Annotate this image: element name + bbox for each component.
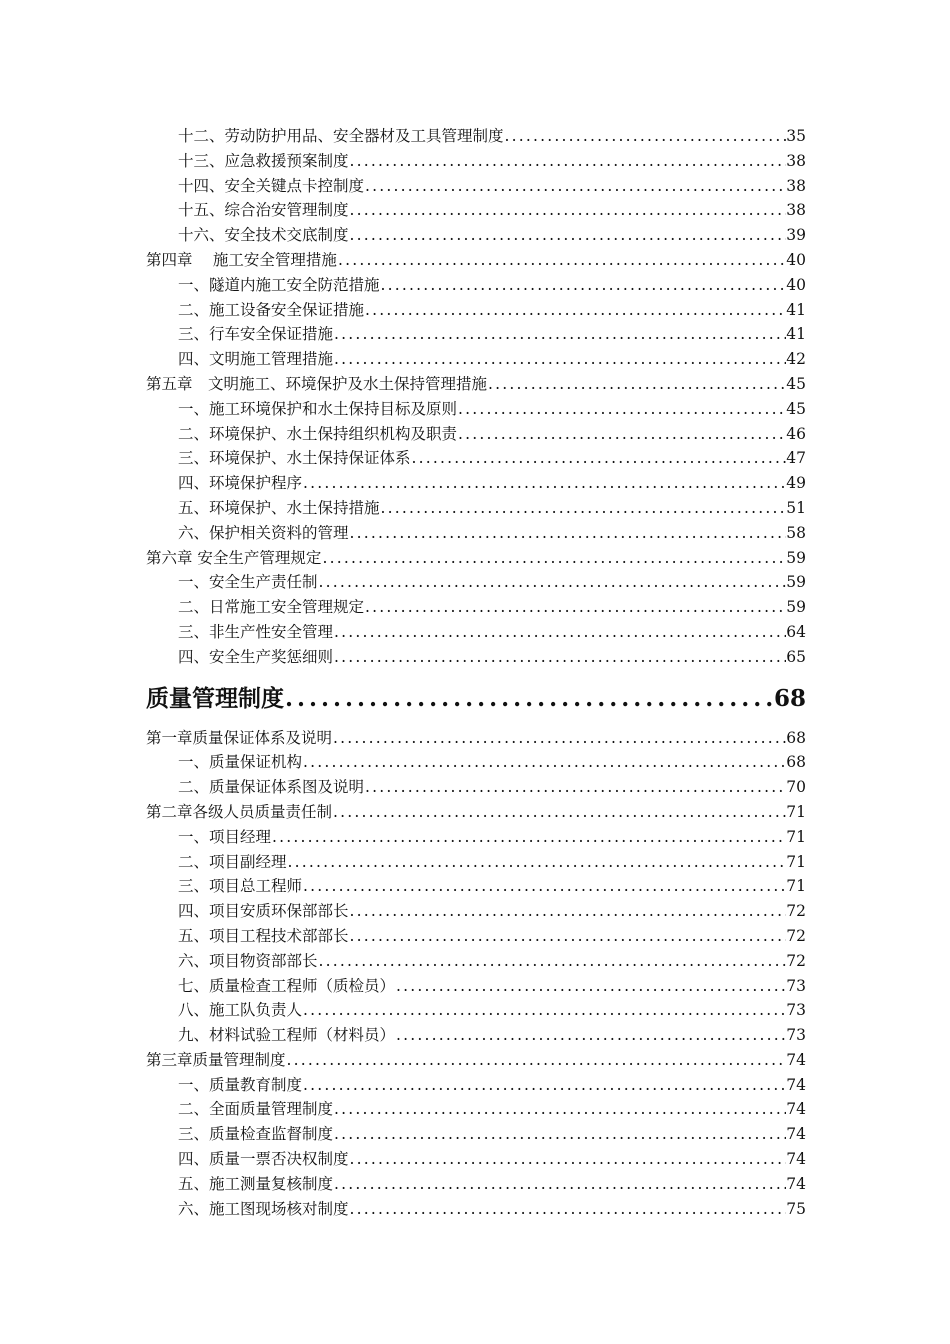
toc-page-number: 58 — [786, 523, 806, 542]
toc-page-number: 38 — [786, 176, 806, 195]
toc-sub-entry — [146, 899, 806, 924]
toc-entry-title: 三、行车安全保证措施 — [178, 325, 334, 344]
toc-entry-title: 三、环境保护、水土保持保证体系 — [178, 449, 411, 468]
toc-entry-title: 四、安全生产奖惩细则 — [178, 647, 334, 666]
toc-entry-title: 二、全面质量管理制度 — [178, 1100, 334, 1119]
toc-page-number: 74 — [786, 1075, 806, 1094]
toc-page-number: 74 — [786, 1050, 806, 1069]
toc-page-number: 74 — [786, 1125, 806, 1144]
toc-dot-leader — [364, 174, 786, 199]
toc-entry-title: 十六、安全技术交底制度 — [178, 226, 349, 245]
toc-entry-title: 五、环境保护、水土保持措施 — [178, 498, 380, 517]
toc-sub-entry — [146, 974, 806, 999]
toc-page-number: 65 — [786, 647, 806, 666]
toc-sub-entry — [146, 397, 806, 422]
toc-page-number: 71 — [786, 877, 806, 896]
toc-dot-leader — [349, 223, 787, 248]
toc-page-number: 70 — [786, 778, 806, 797]
toc-sub-entry — [146, 446, 806, 471]
toc-sub-entry — [146, 750, 806, 775]
toc-dot-leader — [349, 924, 787, 949]
toc-entry-title: 一、施工环境保护和水土保持目标及原则 — [178, 399, 458, 418]
toc-sub-entry — [146, 825, 806, 850]
toc-page-number: 41 — [786, 325, 806, 344]
toc-entry-title: 三、项目总工程师 — [178, 877, 303, 896]
toc-section-heading — [146, 676, 806, 722]
toc-entry-title: 七、质量检查工程师（质检员） — [178, 976, 396, 995]
toc-chapter-entry — [146, 248, 806, 273]
toc-dot-leader — [271, 825, 786, 850]
toc-sub-entry — [146, 1197, 806, 1222]
toc-dot-leader — [333, 322, 786, 347]
toc-page-number: 49 — [786, 474, 806, 493]
toc-sub-entry — [146, 924, 806, 949]
toc-page-number: 71 — [786, 827, 806, 846]
toc-chapter-entry — [146, 726, 806, 751]
toc-entry-title: 质量管理制度 — [146, 684, 284, 712]
toc-entry-title: 第五章 文明施工、环境保护及水土保持管理措施 — [146, 374, 488, 393]
toc-page-number: 71 — [786, 802, 806, 821]
toc-sub-entry — [146, 521, 806, 546]
toc-dot-leader — [380, 496, 787, 521]
toc-dot-leader — [349, 149, 787, 174]
toc-page-number: 64 — [786, 622, 806, 641]
toc-page-number: 72 — [786, 926, 806, 945]
toc-sub-entry — [146, 422, 806, 447]
toc-sub-entry — [146, 273, 806, 298]
toc-sub-entry — [146, 1073, 806, 1098]
toc-sub-entry — [146, 949, 806, 974]
toc-page-number: 73 — [786, 976, 806, 995]
toc-chapter-entry — [146, 372, 806, 397]
toc-entry-title: 三、非生产性安全管理 — [178, 622, 334, 641]
toc-dot-leader — [333, 620, 786, 645]
toc-dot-leader — [333, 1097, 786, 1122]
toc-dot-leader — [337, 248, 786, 273]
toc-dot-leader — [286, 1048, 787, 1073]
toc-dot-leader — [332, 800, 786, 825]
toc-dot-leader — [302, 750, 786, 775]
toc-page-number: 38 — [786, 151, 806, 170]
toc-chapter-entry — [146, 546, 806, 571]
toc-sub-entry — [146, 347, 806, 372]
toc-sub-entry — [146, 149, 806, 174]
toc-dot-leader — [302, 1073, 786, 1098]
toc-page-number: 40 — [786, 250, 806, 269]
toc-dot-leader — [395, 1023, 786, 1048]
toc-entry-title: 五、施工测量复核制度 — [178, 1174, 334, 1193]
toc-dot-leader — [457, 397, 786, 422]
toc-page-number: 41 — [786, 300, 806, 319]
toc-entry-title: 四、项目安质环保部部长 — [178, 902, 349, 921]
toc-dot-leader — [321, 546, 786, 571]
toc-sub-entry — [146, 322, 806, 347]
toc-page-number: 68 — [773, 684, 806, 712]
toc-sub-entry — [146, 850, 806, 875]
toc-entry-title: 八、施工队负责人 — [178, 1001, 303, 1020]
toc-entry-title: 四、文明施工管理措施 — [178, 350, 334, 369]
toc-dot-leader — [333, 645, 786, 670]
toc-entry-title: 第一章质量保证体系及说明 — [146, 728, 333, 747]
toc-sub-entry — [146, 775, 806, 800]
toc-dot-leader — [287, 850, 787, 875]
toc-entry-title: 二、项目副经理 — [178, 852, 287, 871]
toc-entry-title: 十三、应急救援预案制度 — [178, 151, 349, 170]
toc-sub-entry — [146, 1172, 806, 1197]
toc-sub-entry — [146, 874, 806, 899]
toc-sub-entry — [146, 471, 806, 496]
toc-page-number: 47 — [786, 449, 806, 468]
toc-entry-title: 第三章质量管理制度 — [146, 1050, 286, 1069]
toc-sub-entry — [146, 645, 806, 670]
toc-dot-leader — [364, 298, 786, 323]
toc-entry-title: 五、项目工程技术部部长 — [178, 926, 349, 945]
toc-page-number: 68 — [786, 728, 806, 747]
toc-sub-entry — [146, 570, 806, 595]
toc-chapter-entry — [146, 1048, 806, 1073]
toc-sub-entry — [146, 1147, 806, 1172]
toc-page-number: 72 — [786, 951, 806, 970]
toc-entry-title: 四、环境保护程序 — [178, 474, 303, 493]
toc-page-number: 38 — [786, 201, 806, 220]
toc-page-number: 59 — [786, 548, 806, 567]
toc-dot-leader — [411, 446, 787, 471]
toc-page-number: 40 — [786, 275, 806, 294]
toc-page-number: 45 — [786, 399, 806, 418]
toc-dot-leader — [302, 471, 786, 496]
toc-sub-entry — [146, 998, 806, 1023]
toc-sub-entry — [146, 298, 806, 323]
toc-page-number: 71 — [786, 852, 806, 871]
toc-sub-entry — [146, 620, 806, 645]
toc-dot-leader — [318, 949, 787, 974]
toc-dot-leader — [504, 124, 787, 149]
toc-entry-title: 十四、安全关键点卡控制度 — [178, 176, 365, 195]
toc-sub-entry — [146, 1023, 806, 1048]
toc-dot-leader — [349, 899, 787, 924]
toc-entry-title: 六、项目物资部部长 — [178, 951, 318, 970]
toc-entry-title: 二、日常施工安全管理规定 — [178, 598, 365, 617]
toc-dot-leader — [487, 372, 786, 397]
toc-page-number: 59 — [786, 598, 806, 617]
toc-entry-title: 六、保护相关资料的管理 — [178, 523, 349, 542]
toc-dot-leader — [284, 676, 774, 722]
toc-dot-leader — [349, 1147, 787, 1172]
toc-entry-title: 三、质量检查监督制度 — [178, 1125, 334, 1144]
toc-entry-title: 二、环境保护、水土保持组织机构及职责 — [178, 424, 458, 443]
toc-page-number: 59 — [786, 573, 806, 592]
toc-sub-entry — [146, 1097, 806, 1122]
toc-entry-title: 一、质量教育制度 — [178, 1075, 303, 1094]
toc-page-number: 74 — [786, 1150, 806, 1169]
toc-entry-title: 二、质量保证体系图及说明 — [178, 778, 365, 797]
toc-sub-entry — [146, 124, 806, 149]
toc-page-number: 45 — [786, 374, 806, 393]
toc-page-number: 68 — [786, 753, 806, 772]
toc-page-number: 42 — [786, 350, 806, 369]
toc-entry-title: 十五、综合治安管理制度 — [178, 201, 349, 220]
toc-dot-leader — [333, 1172, 786, 1197]
toc-page-number: 72 — [786, 902, 806, 921]
toc-entry-title: 二、施工设备安全保证措施 — [178, 300, 365, 319]
toc-dot-leader — [333, 347, 786, 372]
toc-entry-title: 一、隧道内施工安全防范措施 — [178, 275, 380, 294]
toc-entry-title: 第四章 施工安全管理措施 — [146, 250, 337, 269]
toc-entry-title: 一、安全生产责任制 — [178, 573, 318, 592]
toc-sub-entry — [146, 595, 806, 620]
toc-page-number: 73 — [786, 1001, 806, 1020]
table-of-contents — [146, 124, 806, 1221]
toc-sub-entry — [146, 174, 806, 199]
toc-sub-entry — [146, 223, 806, 248]
toc-dot-leader — [349, 1197, 787, 1222]
toc-sub-entry — [146, 1122, 806, 1147]
toc-page-number: 74 — [786, 1174, 806, 1193]
toc-dot-leader — [349, 521, 787, 546]
toc-page-number: 39 — [786, 226, 806, 245]
toc-page-number: 35 — [786, 127, 806, 145]
toc-dot-leader — [333, 1122, 786, 1147]
toc-entry-title: 四、质量一票否决权制度 — [178, 1150, 349, 1169]
toc-dot-leader — [364, 595, 786, 620]
toc-entry-title: 第六章 安全生产管理规定 — [146, 548, 322, 567]
toc-dot-leader — [318, 570, 787, 595]
toc-page-number: 46 — [786, 424, 806, 443]
toc-dot-leader — [302, 998, 786, 1023]
toc-page-number: 73 — [786, 1026, 806, 1045]
toc-entry-title: 九、材料试验工程师（材料员） — [178, 1026, 396, 1045]
toc-entry-title: 六、施工图现场核对制度 — [178, 1199, 349, 1218]
toc-entry-title: 十二、劳动防护用品、安全器材及工具管理制度 — [178, 127, 504, 145]
toc-dot-leader — [332, 726, 786, 751]
toc-dot-leader — [395, 974, 786, 999]
toc-page-number: 51 — [786, 498, 806, 517]
toc-entry-title: 一、项目经理 — [178, 827, 272, 846]
toc-sub-entry — [146, 496, 806, 521]
toc-entry-title: 一、质量保证机构 — [178, 753, 303, 772]
toc-dot-leader — [380, 273, 787, 298]
toc-page-number: 75 — [786, 1199, 806, 1218]
toc-dot-leader — [302, 874, 786, 899]
toc-dot-leader — [349, 198, 787, 223]
toc-dot-leader — [364, 775, 786, 800]
toc-page-number: 74 — [786, 1100, 806, 1119]
toc-sub-entry — [146, 198, 806, 223]
toc-chapter-entry — [146, 800, 806, 825]
toc-dot-leader — [457, 422, 786, 447]
toc-entry-title: 第二章各级人员质量责任制 — [146, 802, 333, 821]
